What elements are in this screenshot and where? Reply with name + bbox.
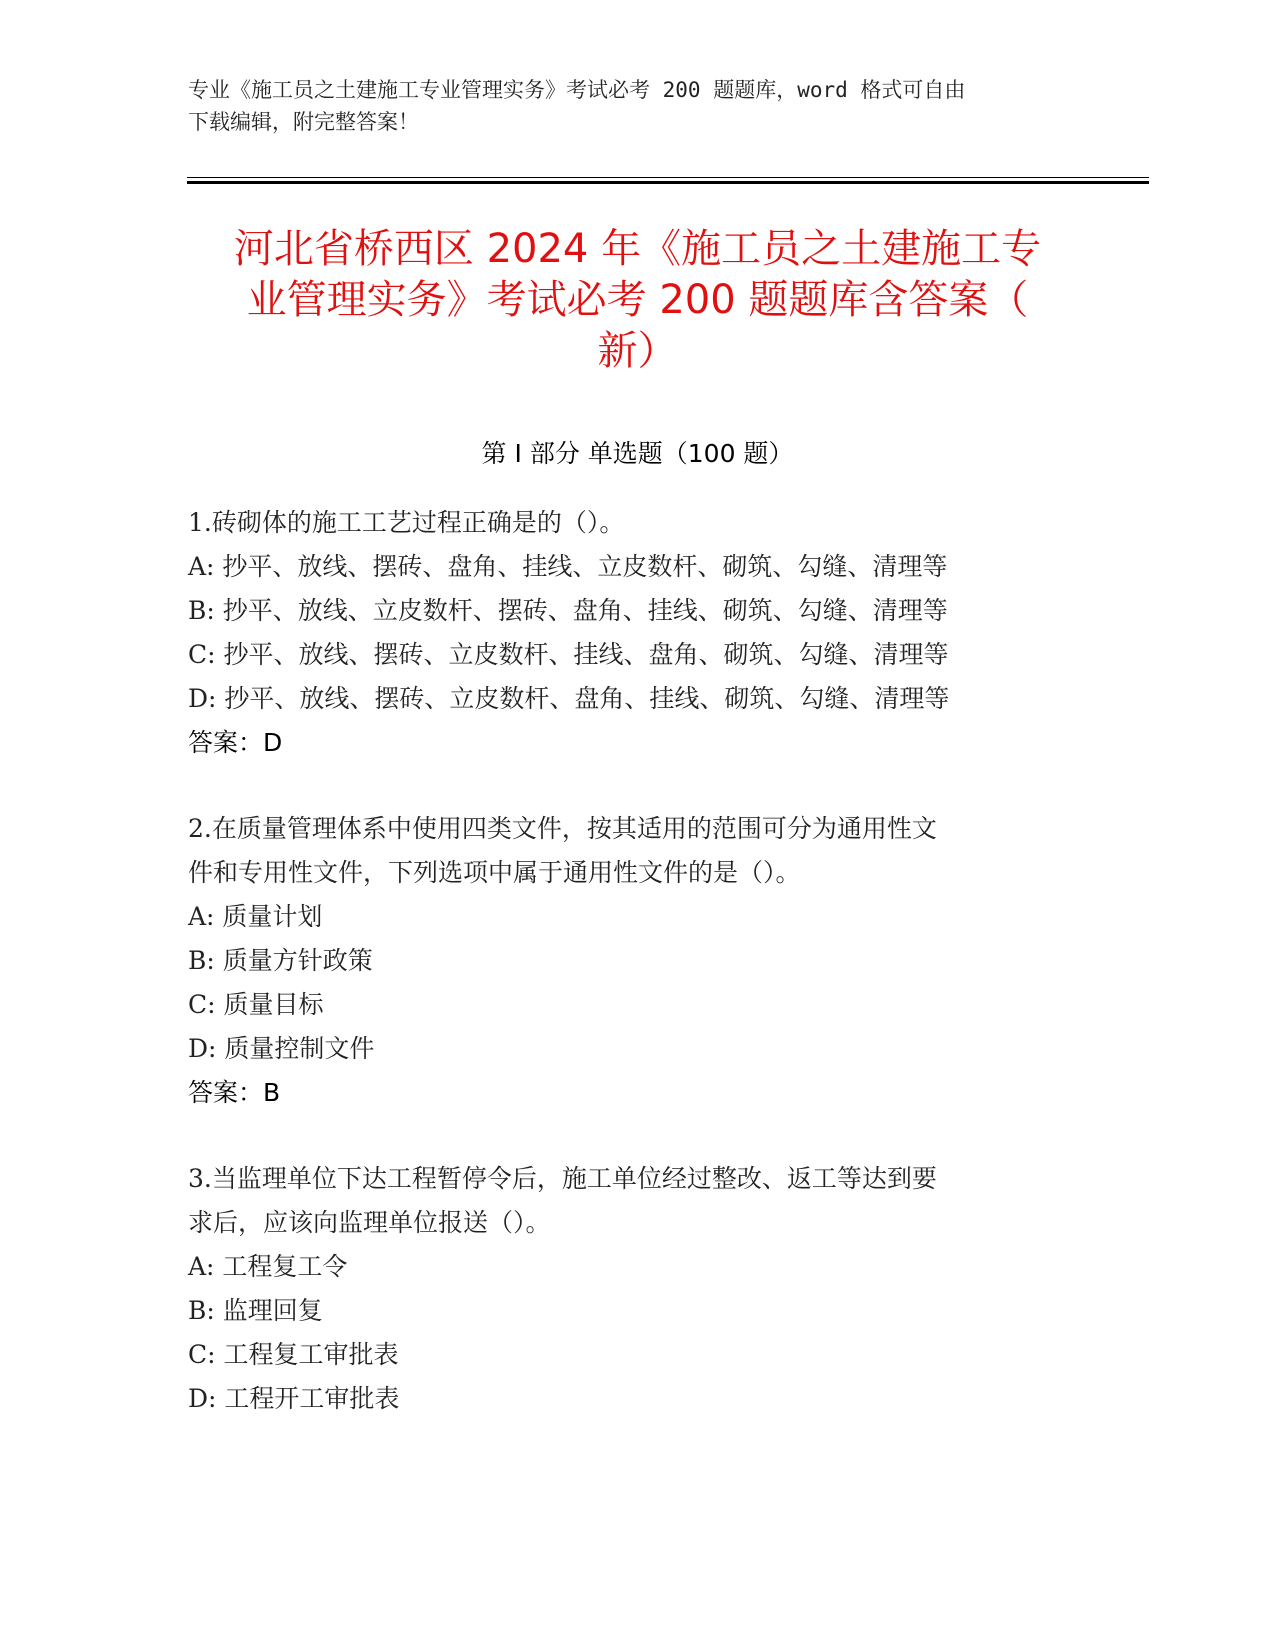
title-line-1: 河北省桥西区 2024 年《施工员之土建施工专	[233, 226, 1042, 272]
question-stem-line-2: 件和专用性文件，下列选项中属于通用性文件的是（）。	[188, 858, 801, 887]
question-stem-line-1: 3.当监理单位下达工程暂停令后，施工单位经过整改、返工等达到要	[188, 1164, 937, 1193]
option-b: B: 质量方针政策	[188, 946, 373, 975]
option-a: A: 工程复工令	[188, 1252, 348, 1281]
option-c: C: 工程复工审批表	[188, 1340, 399, 1369]
option-a: A: 抄平、放线、摆砖、盘角、挂线、立皮数杆、砌筑、勾缝、清理等	[188, 552, 948, 581]
option-c: C: 质量目标	[188, 990, 324, 1019]
divider-thick	[187, 181, 1149, 184]
option-d: D: 工程开工审批表	[188, 1384, 400, 1413]
question-stem-line-2: 求后，应该向监理单位报送（）。	[188, 1208, 551, 1237]
intro-text	[188, 74, 1068, 138]
answer: 答案：D	[188, 728, 283, 757]
option-a: A: 质量计划	[188, 902, 323, 931]
question-stem: 1.砖砌体的施工工艺过程正确是的（）。	[188, 508, 625, 537]
title-line-3: 新）	[597, 328, 678, 374]
question-stem-line-1: 2.在质量管理体系中使用四类文件，按其适用的范围可分为通用性文	[188, 814, 937, 843]
option-c: C: 抄平、放线、摆砖、立皮数杆、挂线、盘角、砌筑、勾缝、清理等	[188, 640, 949, 669]
intro-line-2: 下载编辑，附完整答案！	[188, 110, 419, 134]
section-heading: 第 I 部分 单选题（100 题）	[481, 439, 794, 468]
page-title	[160, 224, 1115, 377]
option-d: D: 质量控制文件	[188, 1034, 375, 1063]
intro-line-1: 专业《施工员之土建施工专业管理实务》考试必考 200 题题库，word 格式可自由	[188, 78, 966, 102]
divider-thin	[187, 177, 1149, 178]
option-b: B: 抄平、放线、立皮数杆、摆砖、盘角、挂线、砌筑、勾缝、清理等	[188, 596, 948, 625]
option-d: D: 抄平、放线、摆砖、立皮数杆、盘角、挂线、砌筑、勾缝、清理等	[188, 684, 950, 713]
title-line-2: 业管理实务》考试必考 200 题题库含答案（	[246, 277, 1029, 323]
answer: 答案：B	[188, 1078, 281, 1107]
option-b: B: 监理回复	[188, 1296, 323, 1325]
